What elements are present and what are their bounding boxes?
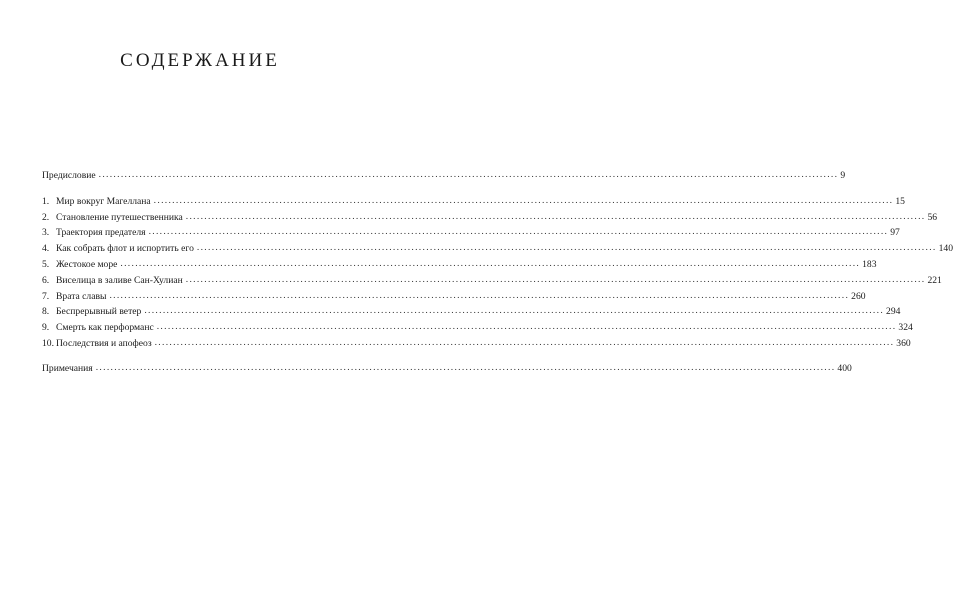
toc-entry-page: 140	[938, 243, 953, 255]
toc-entry-label: Как собрать флот и испортить его	[56, 243, 194, 255]
toc-entry-preface	[42, 168, 846, 184]
toc-entry-chapter	[42, 273, 942, 289]
dot-leader: ........................................................................................................................................................................................................	[109, 289, 850, 301]
chapter-list	[42, 194, 953, 352]
dot-leader: ........................................................................................................................................................................................................	[120, 257, 861, 269]
toc-entry-label: Беспрерывный ветер	[56, 306, 142, 318]
toc-entry-label: Последствия и апофеоз	[56, 337, 152, 349]
page-title: СОДЕРЖАНИЕ	[120, 50, 280, 71]
chapter-number: 6.	[42, 274, 50, 286]
toc-entry-chapter	[42, 210, 938, 226]
toc-entry-notes	[42, 361, 852, 377]
toc-entry-chapter	[42, 336, 911, 352]
chapter-number: 1.	[42, 195, 50, 207]
toc-entry-page: 56	[927, 211, 938, 223]
chapter-number: 5.	[42, 258, 50, 270]
dot-leader: ........................................................................................................................................................................................................	[156, 321, 897, 333]
toc-entry-chapter	[42, 289, 866, 305]
toc-entry-chapter	[42, 304, 901, 320]
dot-leader: ........................................................................................................................................................................................................	[98, 169, 839, 180]
chapter-number: 2.	[42, 211, 50, 223]
toc-entry-chapter	[42, 257, 877, 273]
toc-entry-page: 360	[896, 337, 911, 349]
toc-entry-page: 260	[851, 290, 866, 302]
chapter-number: 8.	[42, 306, 50, 318]
toc-entry-label: Смерть как перформанс	[56, 322, 154, 334]
toc-entry-label: Жестокое море	[56, 258, 118, 270]
dot-leader: ........................................................................................................................................................................................................	[153, 194, 894, 206]
table-of-contents	[42, 168, 953, 377]
toc-entry-label: Предисловие	[42, 170, 96, 181]
toc-entry-label: Примечания	[42, 362, 93, 374]
chapter-number: 3.	[42, 227, 50, 239]
toc-entry-label: Траектория предателя	[56, 227, 146, 239]
dot-leader: ........................................................................................................................................................................................................	[185, 210, 926, 222]
toc-entry-label: Мир вокруг Магеллана	[56, 195, 151, 207]
toc-entry-chapter	[42, 241, 953, 257]
toc-entry-page: 15	[895, 195, 905, 207]
toc-entry-label: Врата славы	[56, 290, 107, 302]
dot-leader: ........................................................................................................................................................................................................	[185, 273, 926, 285]
toc-entry-label: Виселица в заливе Сан-Хулиан	[56, 274, 183, 286]
dot-leader: ........................................................................................................................................................................................................	[144, 305, 885, 317]
toc-entry-page: 294	[886, 306, 901, 318]
dot-leader: ........................................................................................................................................................................................................	[148, 226, 889, 238]
toc-entry-chapter	[42, 320, 913, 336]
dot-leader: ........................................................................................................................................................................................................	[95, 361, 836, 373]
toc-entry-page: 97	[890, 227, 900, 239]
toc-entry-page: 221	[927, 274, 942, 286]
toc-entry-page: 183	[862, 258, 877, 270]
toc-entry-chapter	[42, 225, 900, 241]
chapter-number: 4.	[42, 243, 50, 255]
toc-entry-label: Становление путешественника	[56, 211, 183, 223]
toc-entry-page: 400	[837, 362, 852, 374]
toc-entry-chapter	[42, 194, 905, 210]
toc-entry-page: 9	[840, 170, 846, 181]
chapter-number: 9.	[42, 322, 50, 334]
chapter-number: 7.	[42, 290, 50, 302]
toc-entry-page: 324	[898, 322, 913, 334]
dot-leader: ........................................................................................................................................................................................................	[196, 242, 937, 254]
chapter-number: 10.	[42, 337, 54, 349]
dot-leader: ........................................................................................................................................................................................................	[154, 336, 895, 348]
